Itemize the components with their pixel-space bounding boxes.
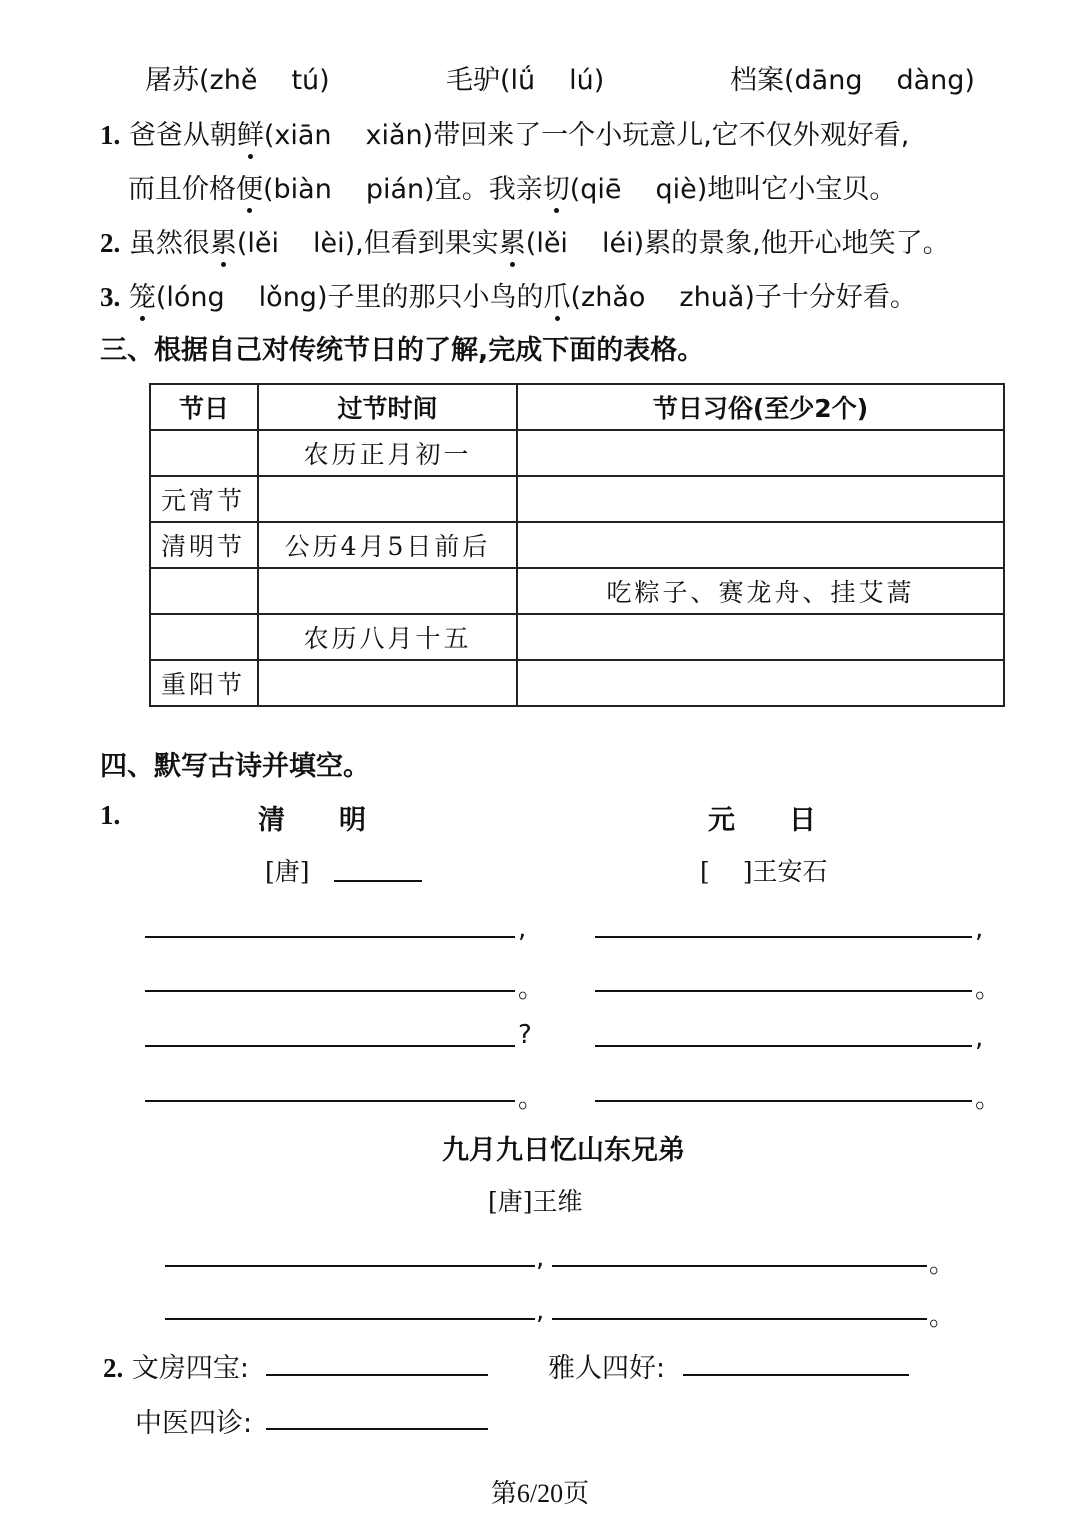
table-row <box>150 430 1004 476</box>
table-row <box>150 660 1004 706</box>
poem-author-qingming: [唐] <box>265 857 310 886</box>
page-number: 第6/20页 <box>490 1479 590 1508</box>
cell-festival[interactable]: 重阳节 <box>150 660 258 706</box>
header-festival: 节日 <box>150 384 258 430</box>
poem-line-blank[interactable] <box>595 1045 972 1047</box>
cell-time[interactable] <box>258 660 517 706</box>
zhongyi-blank[interactable] <box>266 1428 488 1430</box>
dotted-char: 累 <box>499 221 526 260</box>
poem-author-jiuyue: [唐]王维 <box>488 1187 583 1216</box>
poem-punc: , <box>975 1023 984 1053</box>
section-4-q1-number: 1. <box>100 800 121 830</box>
cell-time[interactable]: 农历正月初一 <box>258 430 517 476</box>
table-header-row <box>150 384 1004 430</box>
festival-table <box>149 383 1005 707</box>
cell-customs[interactable] <box>517 430 1004 476</box>
table-row <box>150 476 1004 522</box>
cell-customs[interactable] <box>517 522 1004 568</box>
dotted-char: 累 <box>210 221 237 260</box>
section-4-title: 四、默写古诗并填空。 <box>100 751 370 782</box>
poem-punc: ? <box>518 1020 532 1050</box>
cell-festival[interactable] <box>150 430 258 476</box>
cell-festival[interactable] <box>150 614 258 660</box>
poem-title-qingming: 清 明 <box>258 805 366 836</box>
cell-time[interactable]: 农历八月十五 <box>258 614 517 660</box>
dotted-char: 鲜 <box>237 113 264 152</box>
poem-title-jiuyue: 九月九日忆山东兄弟 <box>442 1135 685 1166</box>
cell-customs[interactable] <box>517 614 1004 660</box>
dotted-char: 笼 <box>129 275 156 314</box>
poem-line-blank[interactable] <box>595 936 972 938</box>
poem-line-blank[interactable] <box>145 936 515 938</box>
poem-line-blank[interactable] <box>165 1265 535 1267</box>
poem-punc: 。 <box>975 974 1002 1004</box>
section-3-title: 三、根据自己对传统节日的了解,完成下面的表格。 <box>100 335 705 366</box>
poem-line-blank[interactable] <box>145 1100 515 1102</box>
wenfang-blank[interactable] <box>266 1374 488 1376</box>
cell-festival[interactable]: 清明节 <box>150 522 258 568</box>
question-2: 2. 虽然很累(lěi lèi),但看到果实累(lěi léi)累的景象,他开心地笑了。 <box>100 221 950 260</box>
zhongyi-label: 中医四诊: <box>135 1408 253 1439</box>
cell-festival[interactable] <box>150 568 258 614</box>
pinyin-item-2: 毛驴(lǘ lú) <box>446 65 605 96</box>
author-blank[interactable] <box>334 880 422 882</box>
cell-customs[interactable] <box>517 660 1004 706</box>
yaren-label: 雅人四好: <box>548 1353 666 1384</box>
poem-line-blank[interactable] <box>595 990 972 992</box>
question-3: 3. 笼(lóng lǒng)子里的那只小鸟的爪(zhǎo zhuǎ)子十分好看。 <box>100 275 917 314</box>
poem-title-yuanri: 元 日 <box>708 805 816 836</box>
pinyin-item-1: 屠苏(zhě tú) <box>145 65 330 96</box>
dotted-char: 便 <box>236 167 263 206</box>
cell-festival[interactable]: 元宵节 <box>150 476 258 522</box>
yaren-blank[interactable] <box>683 1374 909 1376</box>
question-1-line-1: 1. 爸爸从朝鲜(xiān xiǎn)带回来了一个小玩意儿,它不仅外观好看, <box>100 113 909 152</box>
wenfang-label: 2. 文房四宝: <box>103 1353 249 1384</box>
poem-line-blank[interactable] <box>165 1318 535 1320</box>
table-row <box>150 614 1004 660</box>
poem-line-blank[interactable] <box>552 1265 927 1267</box>
poem-punc: , <box>536 1243 545 1273</box>
poem-punc: 。 <box>518 1084 545 1114</box>
cell-customs[interactable]: 吃粽子、赛龙舟、挂艾蒿 <box>517 568 1004 614</box>
poem-line-blank[interactable] <box>145 1045 515 1047</box>
poem-punc: 。 <box>518 974 545 1004</box>
table-row <box>150 568 1004 614</box>
question-1-line-2: 而且价格便(biàn pián)宜。我亲切(qiē qiè)地叫它小宝贝。 <box>128 167 896 206</box>
cell-time[interactable] <box>258 476 517 522</box>
poem-punc: 。 <box>975 1084 1002 1114</box>
poem-author-yuanri: [ ]王安石 <box>700 857 828 886</box>
poem-line-blank[interactable] <box>145 990 515 992</box>
poem-line-blank[interactable] <box>552 1318 927 1320</box>
header-customs: 节日习俗(至少2个) <box>517 384 1004 430</box>
dotted-char: 爪 <box>544 275 571 314</box>
cell-customs[interactable] <box>517 476 1004 522</box>
poem-punc: , <box>536 1296 545 1326</box>
pinyin-item-3: 档案(dāng dàng) <box>730 65 975 96</box>
poem-line-blank[interactable] <box>595 1100 972 1102</box>
poem-punc: , <box>518 914 527 944</box>
cell-time[interactable] <box>258 568 517 614</box>
poem-punc: 。 <box>929 1302 956 1332</box>
header-time: 过节时间 <box>258 384 517 430</box>
poem-punc: 。 <box>929 1249 956 1279</box>
dotted-char: 切 <box>543 167 570 206</box>
cell-time[interactable]: 公历4月5日前后 <box>258 522 517 568</box>
poem-punc: , <box>975 914 984 944</box>
table-row <box>150 522 1004 568</box>
